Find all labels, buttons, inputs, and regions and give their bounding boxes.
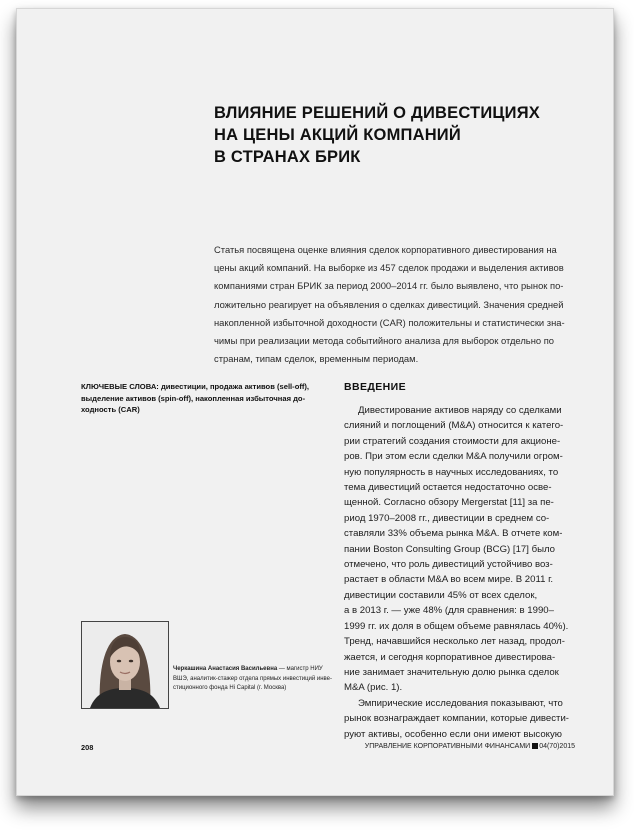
title-line: НА ЦЕНЫ АКЦИЙ КОМПАНИЙ — [214, 126, 461, 144]
body-line: а в 2013 г. — уже 48% (для сравнения: в 1990– — [344, 605, 554, 617]
keywords-line: КЛЮЧЕВЫЕ СЛОВА: дивестиции, продажа активов (sell-off), — [81, 382, 310, 391]
section-heading: ВВЕДЕНИЕ — [344, 381, 406, 393]
author-description: ВШЭ, аналитик-стажер отдела прямых инвестиций инве- — [173, 675, 332, 682]
body-line: рии стратегий создания стоимости для акционе- — [344, 435, 561, 447]
abstract-line: Статья посвящена оценке влияния сделок корпоративного дивестирования на — [214, 244, 557, 255]
title-line: В СТРАНАХ БРИК — [214, 148, 361, 166]
body-line: ние занимает значительную долю рынка сделок — [344, 666, 559, 678]
journal-name: УПРАВЛЕНИЕ КОРПОРАТИВНЫМИ ФИНАНСАМИ — [364, 743, 531, 750]
body-line: дивестиции составили 45% от всех сделок, — [344, 589, 538, 601]
body-line: 1999 гг. их доля в общем объеме равнялась 40%). — [344, 620, 569, 632]
page-number: 208 — [81, 743, 94, 752]
body-line: ную популярность в научных исследованиях, то — [344, 466, 559, 478]
body-line: риод 1970–2008 гг., дивестиции в среднем со- — [344, 512, 550, 524]
body-line: рынок вознаграждает компании, которые дивести- — [344, 713, 569, 725]
article-title — [214, 102, 574, 168]
abstract-line: цены акций компаний. На выборке из 457 сделок продажи и выделения активов — [214, 262, 564, 274]
author-name: Черкашина Анастасия Васильевна — [173, 666, 278, 672]
body-line: ров. При этом если сделки M&A получили огром- — [344, 451, 563, 463]
body-line: руют активы, особенно если они имеют высокую — [344, 728, 562, 740]
body-line: M&A (рис. 1). — [344, 682, 403, 694]
abstract — [214, 241, 596, 368]
author-portrait-image — [82, 622, 168, 708]
abstract-line: странам, типам сделок, временным периодам. — [214, 353, 419, 365]
abstract-line: накопленной избыточной доходности (CAR) положительны и статистически зна- — [214, 316, 565, 328]
journal-footer — [365, 743, 575, 750]
body-line: жается, и сегодня корпоративное дивестирова- — [344, 651, 556, 663]
keywords — [81, 381, 343, 416]
keywords-line: ходность (CAR) — [81, 405, 140, 415]
abstract-line: ложительно реагирует на объявления о сделках дивестиций. Значения средней — [214, 298, 564, 310]
body-line: щенной. Согласно обзору Mergerstat [11] за пе- — [344, 497, 554, 509]
body-line: пании Boston Consulting Group (BCG) [17] было — [344, 543, 556, 555]
body-line: ставляли 33% объема рынка M&A. В отчете ком- — [344, 528, 563, 540]
body-line: тема дивестиций остается недостаточно осве- — [344, 482, 552, 494]
title-line: ВЛИЯНИЕ РЕШЕНИЙ О ДИВЕСТИЦИЯХ — [214, 104, 540, 122]
keywords-line: выделение активов (spin-off), накопленная избыточная до- — [81, 393, 306, 403]
abstract-line: компаниями стран БРИК за период 2000–2014 гг. было выявлено, что рынок по- — [214, 280, 564, 292]
author-description: стиционного фонда Hi Capital (г. Москва) — [173, 685, 287, 691]
journal-page — [16, 8, 614, 796]
author-info — [173, 665, 343, 694]
body-line: Тренд, начавшийся несколько лет назад, продол- — [344, 636, 565, 648]
body-line: Дивестирование активов наряду со сделками — [358, 405, 562, 416]
square-separator-icon — [532, 743, 538, 749]
body-text — [344, 403, 599, 742]
journal-issue: 04(70)2015 — [539, 743, 575, 750]
author-description: — магистр НИУ — [277, 666, 323, 672]
body-line: отмечено, что роль дивестиций устойчиво воз- — [344, 559, 553, 571]
body-line: Эмпирические исследования показывают, что — [358, 697, 563, 709]
author-photo — [81, 621, 169, 709]
body-line: слияний и поглощений (M&A) относится к катего- — [344, 420, 564, 432]
body-line: растает в области M&A во всем мире. В 2011 г. — [344, 574, 554, 586]
abstract-line: чимы при реализации метода событийного анализа для выборок отдельно по — [214, 335, 554, 347]
